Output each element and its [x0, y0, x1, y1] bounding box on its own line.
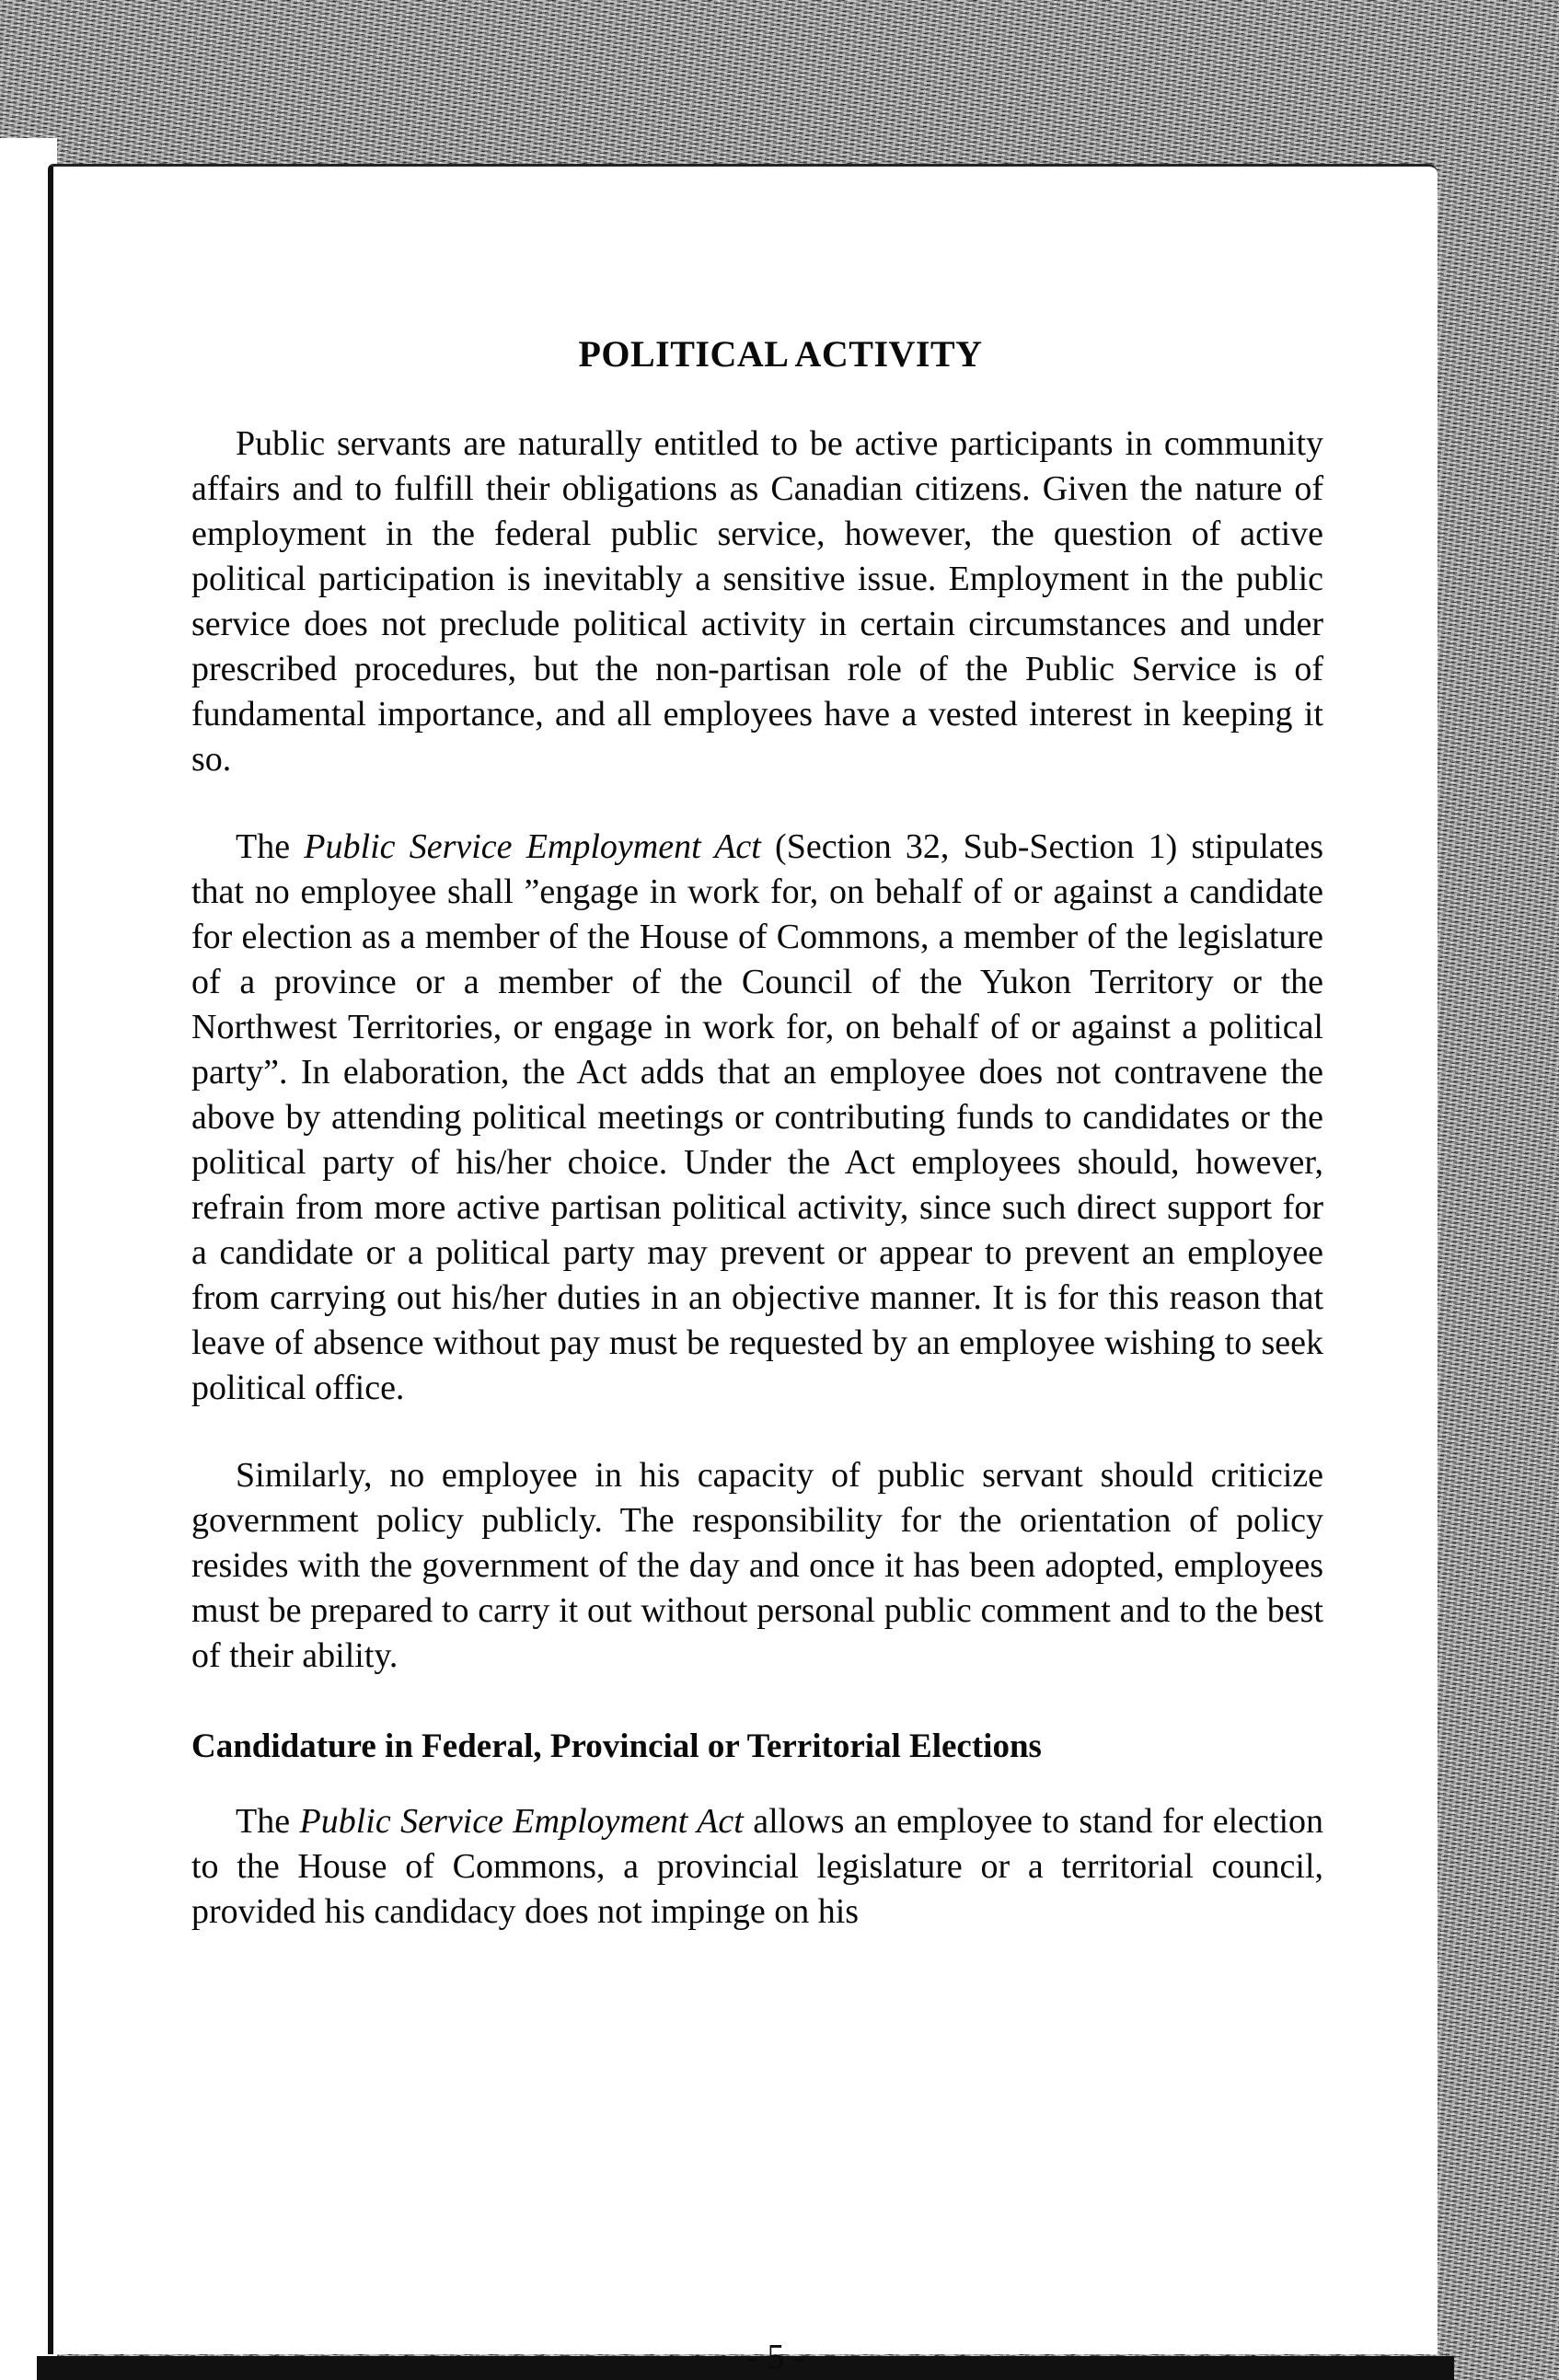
paragraph-1: [191, 422, 1323, 782]
paragraph-text: Similarly, no employee in his capacity of public servant should criticize government policy publicly. The responsibility for the orientation of policy resides with the government of the day and once it has been adopted, employees must be prepared to carry it out without personal public comment and to the best of their ability.: [191, 1456, 1323, 1675]
paragraph-text: The: [236, 1802, 300, 1841]
italic-title-text: Public Service Employment Act: [299, 1802, 744, 1841]
document-page: [48, 164, 1438, 2376]
page-title: POLITICAL ACTIVITY: [578, 333, 983, 375]
paragraph-candidature: [191, 1799, 1323, 1935]
italic-title-text: Public Service Employment Act: [304, 827, 761, 866]
body-paragraphs: [191, 422, 1323, 1679]
paragraph-text: The: [236, 827, 305, 866]
page-content: [191, 332, 1324, 2376]
paragraph-text: (Section 32, Sub-Section 1) stipulates that no employee shall ”engage in work for, on behalf of or against a candidate for election as a member of the House of Commons, a member of the legislature of a province or a member of the Council of the Yukon Territory or the Northwest Territories, or engage in work for, on behalf of or against a political party”. In elaboration, the Act adds that an employee does not contravene the above by attending political meetings or contributing funds to candidates or the political party of his/her choice. Under the Act employees should, however, refrain from more active partisan political activity, since such direct support for a candidate or a political party may prevent or appear to prevent an employee from carrying out his/her duties in an objective manner. It is for this reason that leave of absence without pay must be requested by an employee wishing to seek political office.: [191, 827, 1324, 1407]
page-number: - 5 -: [746, 2338, 805, 2376]
paragraph-text: allows an employee to stand for election to the House of Commons, a provincial legislature or a territorial council, provided his candidacy does not impinge on his: [191, 1802, 1323, 1931]
paragraph-text: Public servants are naturally entitled to be active participants in community affairs and to fulfill their obligations as Canadian citizens. Given the nature of employment in the federal public service, however, the question of active political participation is inevitably a sensitive issue. Employment in the public service does not preclude political activity in certain circumstances and under prescribed procedures, but the non-partisan role of the Public Service is of fundamental importance, and all employees have a vested interest in keeping it so.: [191, 424, 1323, 779]
section-subheading: Candidature in Federal, Provincial or Territorial Elections: [191, 1727, 1042, 1765]
paragraph-2: [191, 825, 1323, 1411]
paragraph-3: [191, 1453, 1323, 1679]
